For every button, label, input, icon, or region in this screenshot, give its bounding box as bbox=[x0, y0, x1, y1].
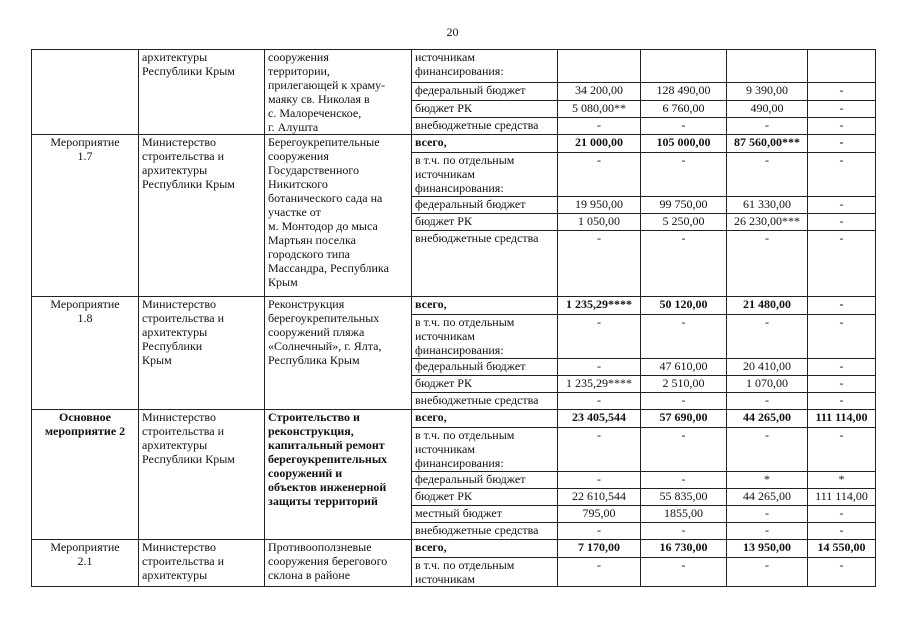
amount-cell-year-1: 23 405,544 bbox=[558, 410, 641, 428]
amount-cell-year-3: - bbox=[727, 428, 808, 472]
amount-cell-year-1: - bbox=[558, 558, 641, 587]
amount-cell-year-3: 26 230,00*** bbox=[727, 214, 808, 231]
text-line: ботанического сада на bbox=[268, 191, 383, 205]
text-line: источникам bbox=[415, 329, 475, 343]
table-row bbox=[32, 540, 876, 558]
amount-cell-year-2 bbox=[641, 50, 727, 83]
text-line: г. Алушта bbox=[268, 120, 319, 134]
text-line: сооружения берегового bbox=[268, 554, 388, 568]
budget-table-body bbox=[32, 50, 876, 587]
funding-source-cell bbox=[412, 50, 558, 83]
amount-cell-year-3: 61 330,00 bbox=[727, 197, 808, 214]
text-line: 1.7 bbox=[77, 149, 93, 163]
amount-cell-year-1: 7 170,00 bbox=[558, 540, 641, 558]
text-line: берегоукрепительных bbox=[268, 452, 388, 466]
text-line: Берегоукрепительные bbox=[268, 135, 380, 149]
text-line: в т.ч. по отдельным bbox=[415, 315, 515, 329]
amount-cell-year-2: 2 510,00 bbox=[641, 376, 727, 393]
amount-cell-year-1: 1 235,29**** bbox=[558, 297, 641, 315]
amount-cell-year-3: 20 410,00 bbox=[727, 359, 808, 376]
amount-cell-year-4: - bbox=[808, 558, 876, 587]
funding-source-cell bbox=[412, 376, 558, 393]
funding-source-cell bbox=[412, 197, 558, 214]
text-line: Республики bbox=[142, 339, 203, 353]
amount-cell-year-2: 57 690,00 bbox=[641, 410, 727, 428]
amount-cell-year-2: 55 835,00 bbox=[641, 489, 727, 506]
amount-cell-year-1: - bbox=[558, 523, 641, 540]
text-line: источникам bbox=[415, 442, 475, 456]
text-line: Министерство bbox=[142, 135, 216, 149]
object-description-cell bbox=[265, 410, 412, 540]
funding-source-cell bbox=[412, 506, 558, 523]
text-line: Министерство bbox=[142, 297, 216, 311]
text-line: м. Монтодор до мыса bbox=[268, 219, 378, 233]
amount-cell-year-4: - bbox=[808, 153, 876, 197]
amount-cell-year-3: - bbox=[727, 153, 808, 197]
ministry-cell bbox=[139, 135, 265, 297]
ministry-cell bbox=[139, 410, 265, 540]
event-name-cell bbox=[32, 540, 139, 587]
text-line: архитектуры bbox=[142, 325, 208, 339]
amount-cell-year-4: - bbox=[808, 376, 876, 393]
amount-cell-year-4: 111 114,00 bbox=[808, 410, 876, 428]
amount-cell-year-2: - bbox=[641, 558, 727, 587]
text-line: Министерство bbox=[142, 410, 216, 424]
amount-cell-year-4: - bbox=[808, 523, 876, 540]
amount-cell-year-2: 128 490,00 bbox=[641, 83, 727, 101]
amount-cell-year-4: - bbox=[808, 118, 876, 135]
funding-source-cell bbox=[412, 489, 558, 506]
text-line: в т.ч. по отдельным bbox=[415, 153, 515, 167]
ministry-cell bbox=[139, 297, 265, 410]
text-line: территории, bbox=[268, 64, 330, 78]
text-line: в т.ч. по отдельным bbox=[415, 428, 515, 442]
text-line: участке от bbox=[268, 205, 321, 219]
event-name-cell bbox=[32, 50, 139, 135]
text-line: бюджет РК bbox=[415, 376, 472, 390]
text-line: в т.ч. по отдельным bbox=[415, 558, 515, 572]
text-line: Мероприятие bbox=[50, 135, 120, 149]
text-line: всего, bbox=[415, 540, 447, 554]
amount-cell-year-1: 19 950,00 bbox=[558, 197, 641, 214]
amount-cell-year-1: 21 000,00 bbox=[558, 135, 641, 153]
text-line: финансирования: bbox=[415, 343, 504, 357]
text-line: архитектуры bbox=[142, 438, 208, 452]
object-description-cell bbox=[265, 135, 412, 297]
funding-source-cell bbox=[412, 153, 558, 197]
text-line: Республика Крым bbox=[268, 353, 360, 367]
amount-cell-year-4: 14 550,00 bbox=[808, 540, 876, 558]
amount-cell-year-3: - bbox=[727, 558, 808, 587]
amount-cell-year-3: 44 265,00 bbox=[727, 489, 808, 506]
text-line: Мартьян поселка bbox=[268, 233, 356, 247]
table-row bbox=[32, 297, 876, 315]
text-line: бюджет РК bbox=[415, 214, 472, 228]
funding-source-cell bbox=[412, 118, 558, 135]
amount-cell-year-3: 87 560,00*** bbox=[727, 135, 808, 153]
text-line: Противооползневые bbox=[268, 540, 372, 554]
amount-cell-year-4 bbox=[808, 50, 876, 83]
amount-cell-year-1: 5 080,00** bbox=[558, 101, 641, 118]
text-line: 1.8 bbox=[77, 311, 93, 325]
text-line: бюджет РК bbox=[415, 101, 472, 115]
amount-cell-year-4: 111 114,00 bbox=[808, 489, 876, 506]
amount-cell-year-4: - bbox=[808, 197, 876, 214]
text-line: федеральный бюджет bbox=[415, 359, 526, 373]
text-line: сооружений пляжа bbox=[268, 325, 365, 339]
text-line: Крым bbox=[268, 275, 298, 289]
text-line: Крым bbox=[142, 353, 172, 367]
object-description-cell bbox=[265, 297, 412, 410]
amount-cell-year-4: - bbox=[808, 315, 876, 359]
amount-cell-year-3: 21 480,00 bbox=[727, 297, 808, 315]
text-line: защиты территорий bbox=[268, 494, 378, 508]
amount-cell-year-2: - bbox=[641, 393, 727, 410]
funding-source-cell bbox=[412, 359, 558, 376]
text-line: Реконструкция bbox=[268, 297, 345, 311]
text-line: источникам bbox=[415, 50, 475, 64]
amount-cell-year-3: - bbox=[727, 231, 808, 297]
amount-cell-year-1: - bbox=[558, 472, 641, 489]
text-line: федеральный бюджет bbox=[415, 83, 526, 97]
text-line: строительства и bbox=[142, 149, 224, 163]
ministry-cell bbox=[139, 540, 265, 587]
text-line: всего, bbox=[415, 410, 447, 424]
page-number: 20 bbox=[446, 25, 459, 39]
text-line: источникам bbox=[415, 572, 475, 586]
text-line: городского типа bbox=[268, 247, 350, 261]
object-description-cell bbox=[265, 50, 412, 135]
funding-source-cell bbox=[412, 315, 558, 359]
amount-cell-year-1: 795,00 bbox=[558, 506, 641, 523]
text-line: «Солнечный», г. Ялта, bbox=[268, 339, 382, 353]
funding-source-cell bbox=[412, 83, 558, 101]
text-line: маяку св. Николая в bbox=[268, 92, 370, 106]
amount-cell-year-2: 99 750,00 bbox=[641, 197, 727, 214]
amount-cell-year-2: 5 250,00 bbox=[641, 214, 727, 231]
table-row bbox=[32, 50, 876, 83]
amount-cell-year-3: 1 070,00 bbox=[727, 376, 808, 393]
text-line: внебюджетные средства bbox=[415, 393, 539, 407]
amount-cell-year-2: 6 760,00 bbox=[641, 101, 727, 118]
amount-cell-year-3: 9 390,00 bbox=[727, 83, 808, 101]
amount-cell-year-3: 490,00 bbox=[727, 101, 808, 118]
amount-cell-year-2: 105 000,00 bbox=[641, 135, 727, 153]
text-line: всего, bbox=[415, 297, 447, 311]
amount-cell-year-3: - bbox=[727, 118, 808, 135]
text-line: финансирования: bbox=[415, 181, 504, 195]
table-row bbox=[32, 410, 876, 428]
table-row bbox=[32, 135, 876, 153]
text-line: местный бюджет bbox=[415, 506, 502, 520]
amount-cell-year-2: 47 610,00 bbox=[641, 359, 727, 376]
text-line: архитектуры bbox=[142, 568, 208, 582]
text-line: Мероприятие bbox=[50, 540, 120, 554]
amount-cell-year-4: - bbox=[808, 359, 876, 376]
text-line: с. Малореченское, bbox=[268, 106, 362, 120]
amount-cell-year-3: 44 265,00 bbox=[727, 410, 808, 428]
text-line: капитальный ремонт bbox=[268, 438, 385, 452]
object-description-cell bbox=[265, 540, 412, 587]
amount-cell-year-4: * bbox=[808, 472, 876, 489]
text-line: внебюджетные средства bbox=[415, 231, 539, 245]
text-line: финансирования: bbox=[415, 64, 504, 78]
amount-cell-year-2: 1855,00 bbox=[641, 506, 727, 523]
text-line: строительства и bbox=[142, 424, 224, 438]
text-line: внебюджетные средства bbox=[415, 118, 539, 132]
funding-source-cell bbox=[412, 428, 558, 472]
text-line: федеральный бюджет bbox=[415, 197, 526, 211]
text-line: берегоукрепительных bbox=[268, 311, 380, 325]
text-line: объектов инженерной bbox=[268, 480, 387, 494]
text-line: Мероприятие bbox=[50, 297, 120, 311]
funding-source-cell bbox=[412, 540, 558, 558]
amount-cell-year-2: - bbox=[641, 153, 727, 197]
amount-cell-year-4: - bbox=[808, 135, 876, 153]
text-line: Республики Крым bbox=[142, 64, 235, 78]
amount-cell-year-4: - bbox=[808, 393, 876, 410]
funding-source-cell bbox=[412, 523, 558, 540]
amount-cell-year-3: 13 950,00 bbox=[727, 540, 808, 558]
amount-cell-year-1: - bbox=[558, 153, 641, 197]
event-name-cell bbox=[32, 297, 139, 410]
amount-cell-year-1: - bbox=[558, 359, 641, 376]
amount-cell-year-2: - bbox=[641, 472, 727, 489]
amount-cell-year-1: - bbox=[558, 428, 641, 472]
amount-cell-year-1: - bbox=[558, 315, 641, 359]
ministry-cell bbox=[139, 50, 265, 135]
amount-cell-year-3: - bbox=[727, 393, 808, 410]
amount-cell-year-1: 22 610,544 bbox=[558, 489, 641, 506]
text-line: федеральный бюджет bbox=[415, 472, 526, 486]
amount-cell-year-3: - bbox=[727, 315, 808, 359]
text-line: Массандра, Республика bbox=[268, 261, 389, 275]
text-line: архитектуры bbox=[142, 50, 208, 64]
text-line: бюджет РК bbox=[415, 489, 472, 503]
text-line: Строительство и bbox=[268, 410, 360, 424]
amount-cell-year-3: - bbox=[727, 506, 808, 523]
funding-source-cell bbox=[412, 410, 558, 428]
funding-source-cell bbox=[412, 214, 558, 231]
amount-cell-year-2: 16 730,00 bbox=[641, 540, 727, 558]
funding-source-cell bbox=[412, 101, 558, 118]
text-line: Государственного bbox=[268, 163, 359, 177]
amount-cell-year-1: 34 200,00 bbox=[558, 83, 641, 101]
text-line: мероприятие 2 bbox=[44, 424, 126, 438]
amount-cell-year-4: - bbox=[808, 214, 876, 231]
funding-source-cell bbox=[412, 231, 558, 297]
amount-cell-year-4: - bbox=[808, 83, 876, 101]
text-line: Министерство bbox=[142, 540, 216, 554]
amount-cell-year-2: - bbox=[641, 315, 727, 359]
amount-cell-year-2: - bbox=[641, 118, 727, 135]
amount-cell-year-4: - bbox=[808, 297, 876, 315]
amount-cell-year-1 bbox=[558, 50, 641, 83]
amount-cell-year-3: - bbox=[727, 523, 808, 540]
text-line: строительства и bbox=[142, 554, 224, 568]
amount-cell-year-1: 1 235,29**** bbox=[558, 376, 641, 393]
event-name-cell bbox=[32, 410, 139, 540]
funding-source-cell bbox=[412, 393, 558, 410]
text-line: Республики Крым bbox=[142, 452, 235, 466]
text-line: склона в районе bbox=[268, 568, 351, 582]
funding-source-cell bbox=[412, 135, 558, 153]
text-line: финансирования: bbox=[415, 456, 504, 470]
amount-cell-year-4: - bbox=[808, 231, 876, 297]
text-line: Никитского bbox=[268, 177, 328, 191]
text-line: сооружения bbox=[268, 149, 329, 163]
funding-source-cell bbox=[412, 297, 558, 315]
amount-cell-year-2: - bbox=[641, 523, 727, 540]
amount-cell-year-1: - bbox=[558, 393, 641, 410]
amount-cell-year-1: - bbox=[558, 231, 641, 297]
amount-cell-year-4: - bbox=[808, 101, 876, 118]
amount-cell-year-2: - bbox=[641, 231, 727, 297]
amount-cell-year-4: - bbox=[808, 428, 876, 472]
amount-cell-year-2: 50 120,00 bbox=[641, 297, 727, 315]
text-line: внебюджетные средства bbox=[415, 523, 539, 537]
amount-cell-year-3 bbox=[727, 50, 808, 83]
funding-source-cell bbox=[412, 558, 558, 587]
amount-cell-year-2: - bbox=[641, 428, 727, 472]
text-line: Республики Крым bbox=[142, 177, 235, 191]
text-line: 2.1 bbox=[77, 554, 93, 568]
text-line: всего, bbox=[415, 135, 447, 149]
text-line: строительства и bbox=[142, 311, 224, 325]
amount-cell-year-4: - bbox=[808, 506, 876, 523]
event-name-cell bbox=[32, 135, 139, 297]
amount-cell-year-3: * bbox=[727, 472, 808, 489]
text-line: архитектуры bbox=[142, 163, 208, 177]
text-line: реконструкция, bbox=[268, 424, 354, 438]
budget-table bbox=[31, 49, 876, 587]
amount-cell-year-1: 1 050,00 bbox=[558, 214, 641, 231]
text-line: сооружения bbox=[268, 50, 329, 64]
funding-source-cell bbox=[412, 472, 558, 489]
amount-cell-year-1: - bbox=[558, 118, 641, 135]
text-line: источникам bbox=[415, 167, 475, 181]
text-line: сооружений и bbox=[268, 466, 343, 480]
text-line: прилегающей к храму- bbox=[268, 78, 386, 92]
text-line: Основное bbox=[59, 410, 111, 424]
